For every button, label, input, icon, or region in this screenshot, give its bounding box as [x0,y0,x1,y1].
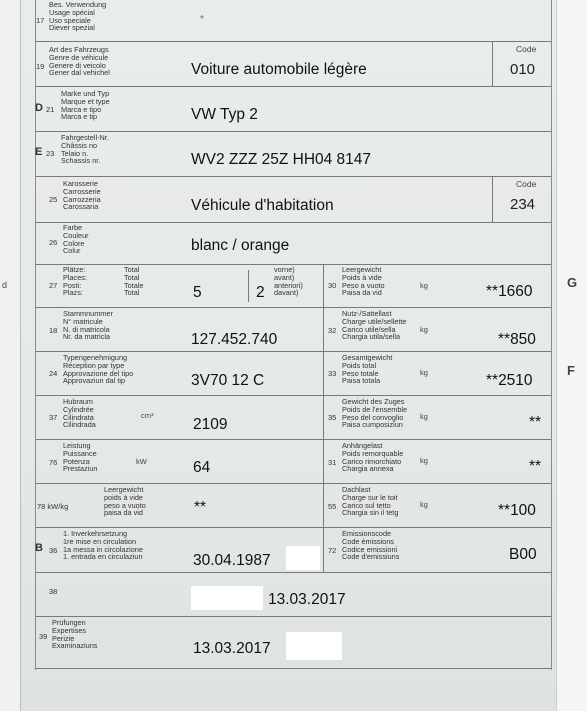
left-margin [0,0,21,711]
field-number-19: 19 [36,62,45,71]
emission-code-value: B00 [509,546,537,563]
seats-front-value: 2 [256,284,265,301]
label-color: Farbe Couleur Colore Colur [63,223,89,256]
label-displacement: Hubraum Cylindrée Cilindrata Cilindrada [63,397,96,430]
label-power: Leistung Puissance Potenza Prestaziun [63,441,98,474]
field-number-38: 38 [49,587,58,596]
empty-weight-value: **1660 [486,283,533,300]
label-seats: Plätze: Places: Posti: Plazs: [63,265,87,298]
label-roof-load: Dachlast Charge sur le toit Carico sul tetto Chargia sin il tetg [342,485,399,518]
chassis-number-value: WV2 ZZZ 25Z HH04 8147 [191,151,372,168]
label-total-weight: Gesamtgewicht Poids total Peso totale Paisa totala [342,353,393,386]
towing-load-value: ** [529,458,542,475]
label-make-model: Marke und Typ Marque et type Marca e tipo Marca e tip [61,89,110,122]
label-seats-front: vorne) avant) anteriori) davant) [274,265,303,298]
row-letter-e: E [35,146,43,158]
payload-value: **850 [498,331,536,348]
label-first-registration: 1. Inverkehrsetzung 1re mise en circulation 1a messa in circolazione 1. entrada en circulaziun [63,529,143,562]
body-value: Véhicule d'habitation [191,197,334,214]
field-number-76: 76 [49,458,58,467]
unit-kw: kW [136,457,147,466]
field-38-value: 13.03.2017 [268,591,346,608]
redaction-block [286,546,320,570]
label-empty-weight: Leergewicht Poids à vide Peso a vuoto Paisa da vid [342,265,385,298]
label-body: Karosserie Carrosserie Carrozzeria Carossaria [63,179,101,212]
displacement-value: 2109 [193,416,228,433]
body-code: 234 [510,196,536,213]
label-inspections: Prüfungen Expertises Perizie Examinaziuns [52,618,98,651]
field-number-35: 35 [328,413,337,422]
field-number-39: 39 [39,632,48,641]
label-towing-load: Anhängelast Poids remorquable Carico rimorchiato Chargia annexa [342,441,404,474]
field-number-36: 36 [49,546,58,555]
type-approval-value: 3V70 12 C [191,372,265,389]
side-letter-g: G [567,275,578,290]
label-type-approval: Typengenehmigung Réception par type Approvazione del tipo Approvaziun dal tip [63,353,134,386]
field-number-55: 55 [328,502,337,511]
label-usage-special: Bes. Verwendung Usage spécial Uso speciale Diever spezial [49,0,107,33]
right-margin [556,0,587,711]
inspection-date-value: 13.03.2017 [193,640,271,657]
make-model-value: VW Typ 2 [191,106,258,123]
label-seats-total: Total Total Totale Total [124,265,144,298]
unit-kg-32: kg [420,325,428,334]
field-number-31: 31 [328,458,337,467]
label-emission-code: Emissionscode Code émissions Codice emissioni Code d'emissiuns [342,529,400,562]
field-number-21: 21 [46,105,55,114]
unit-kg-33: kg [420,368,428,377]
field-number-26: 26 [49,238,58,247]
color-value: blanc / orange [191,237,290,254]
label-vehicle-type: Art des Fahrzeugs Genre de véhicule Genere di veicolo Gener dal vehichel [49,45,110,78]
field-number-30: 30 [328,281,337,290]
row-letter-d: D [35,102,43,114]
code-label-25: Code [516,179,537,189]
power-value: 64 [193,459,211,476]
total-weight-value: **2510 [486,372,533,389]
field-number-18: 18 [49,326,58,335]
field-number-72: 72 [328,546,337,555]
field-number-27: 27 [49,281,58,290]
field-number-33: 33 [328,369,337,378]
field-number-25: 25 [49,195,58,204]
field-number-37: 37 [49,413,58,422]
unit-cm3: cm³ [141,411,154,420]
code-label-19: Code [516,44,537,54]
field-number-78: 78 kW/kg [37,502,69,511]
unit-kg-35: kg [420,412,428,421]
redaction-block [286,632,342,660]
label-base-number: Stammnummer N° matricule N. di matricola Nr. da matricla [63,309,113,342]
unit-kg-55: kg [420,500,428,509]
side-letter-f: F [567,363,575,378]
label-power-weight-ratio: Leergewicht poids à vide peso a vuoto paisa da vid [104,485,146,518]
field-number-32: 32 [328,326,337,335]
train-weight-value: ** [529,414,542,431]
roof-load-value: **100 [498,502,536,519]
label-payload: Nutz-/Sattellast Charge utile/sellette Carico utile/sella Chargia utila/sella [342,309,407,342]
first-registration-value: 30.04.1987 [193,552,271,569]
vehicle-type-code: 010 [510,61,536,78]
field-number-24: 24 [49,369,58,378]
field-number-17: 17 [36,16,45,25]
label-chassis-number: Fahrgestell-Nr. Châssis no Telaio n. Schassis nr. [61,133,109,166]
seats-total-value: 5 [193,284,202,301]
power-weight-ratio-value: ** [194,499,207,516]
form-grid [35,0,552,670]
field-number-23: 23 [46,149,55,158]
vehicle-type-value: Voiture automobile légère [191,61,367,78]
base-number-value: 127.452.740 [191,331,278,348]
left-margin-text: d [2,280,8,290]
unit-kg-30: kg [420,281,428,290]
label-train-weight: Gewicht des Zuges Poids de l'ensemble Peso del convoglio Paisa cumposiziun [342,397,408,430]
redaction-block [191,586,263,610]
row-letter-b: B [35,542,43,554]
unit-kg-31: kg [420,456,428,465]
stamp-mark: * [200,14,204,25]
